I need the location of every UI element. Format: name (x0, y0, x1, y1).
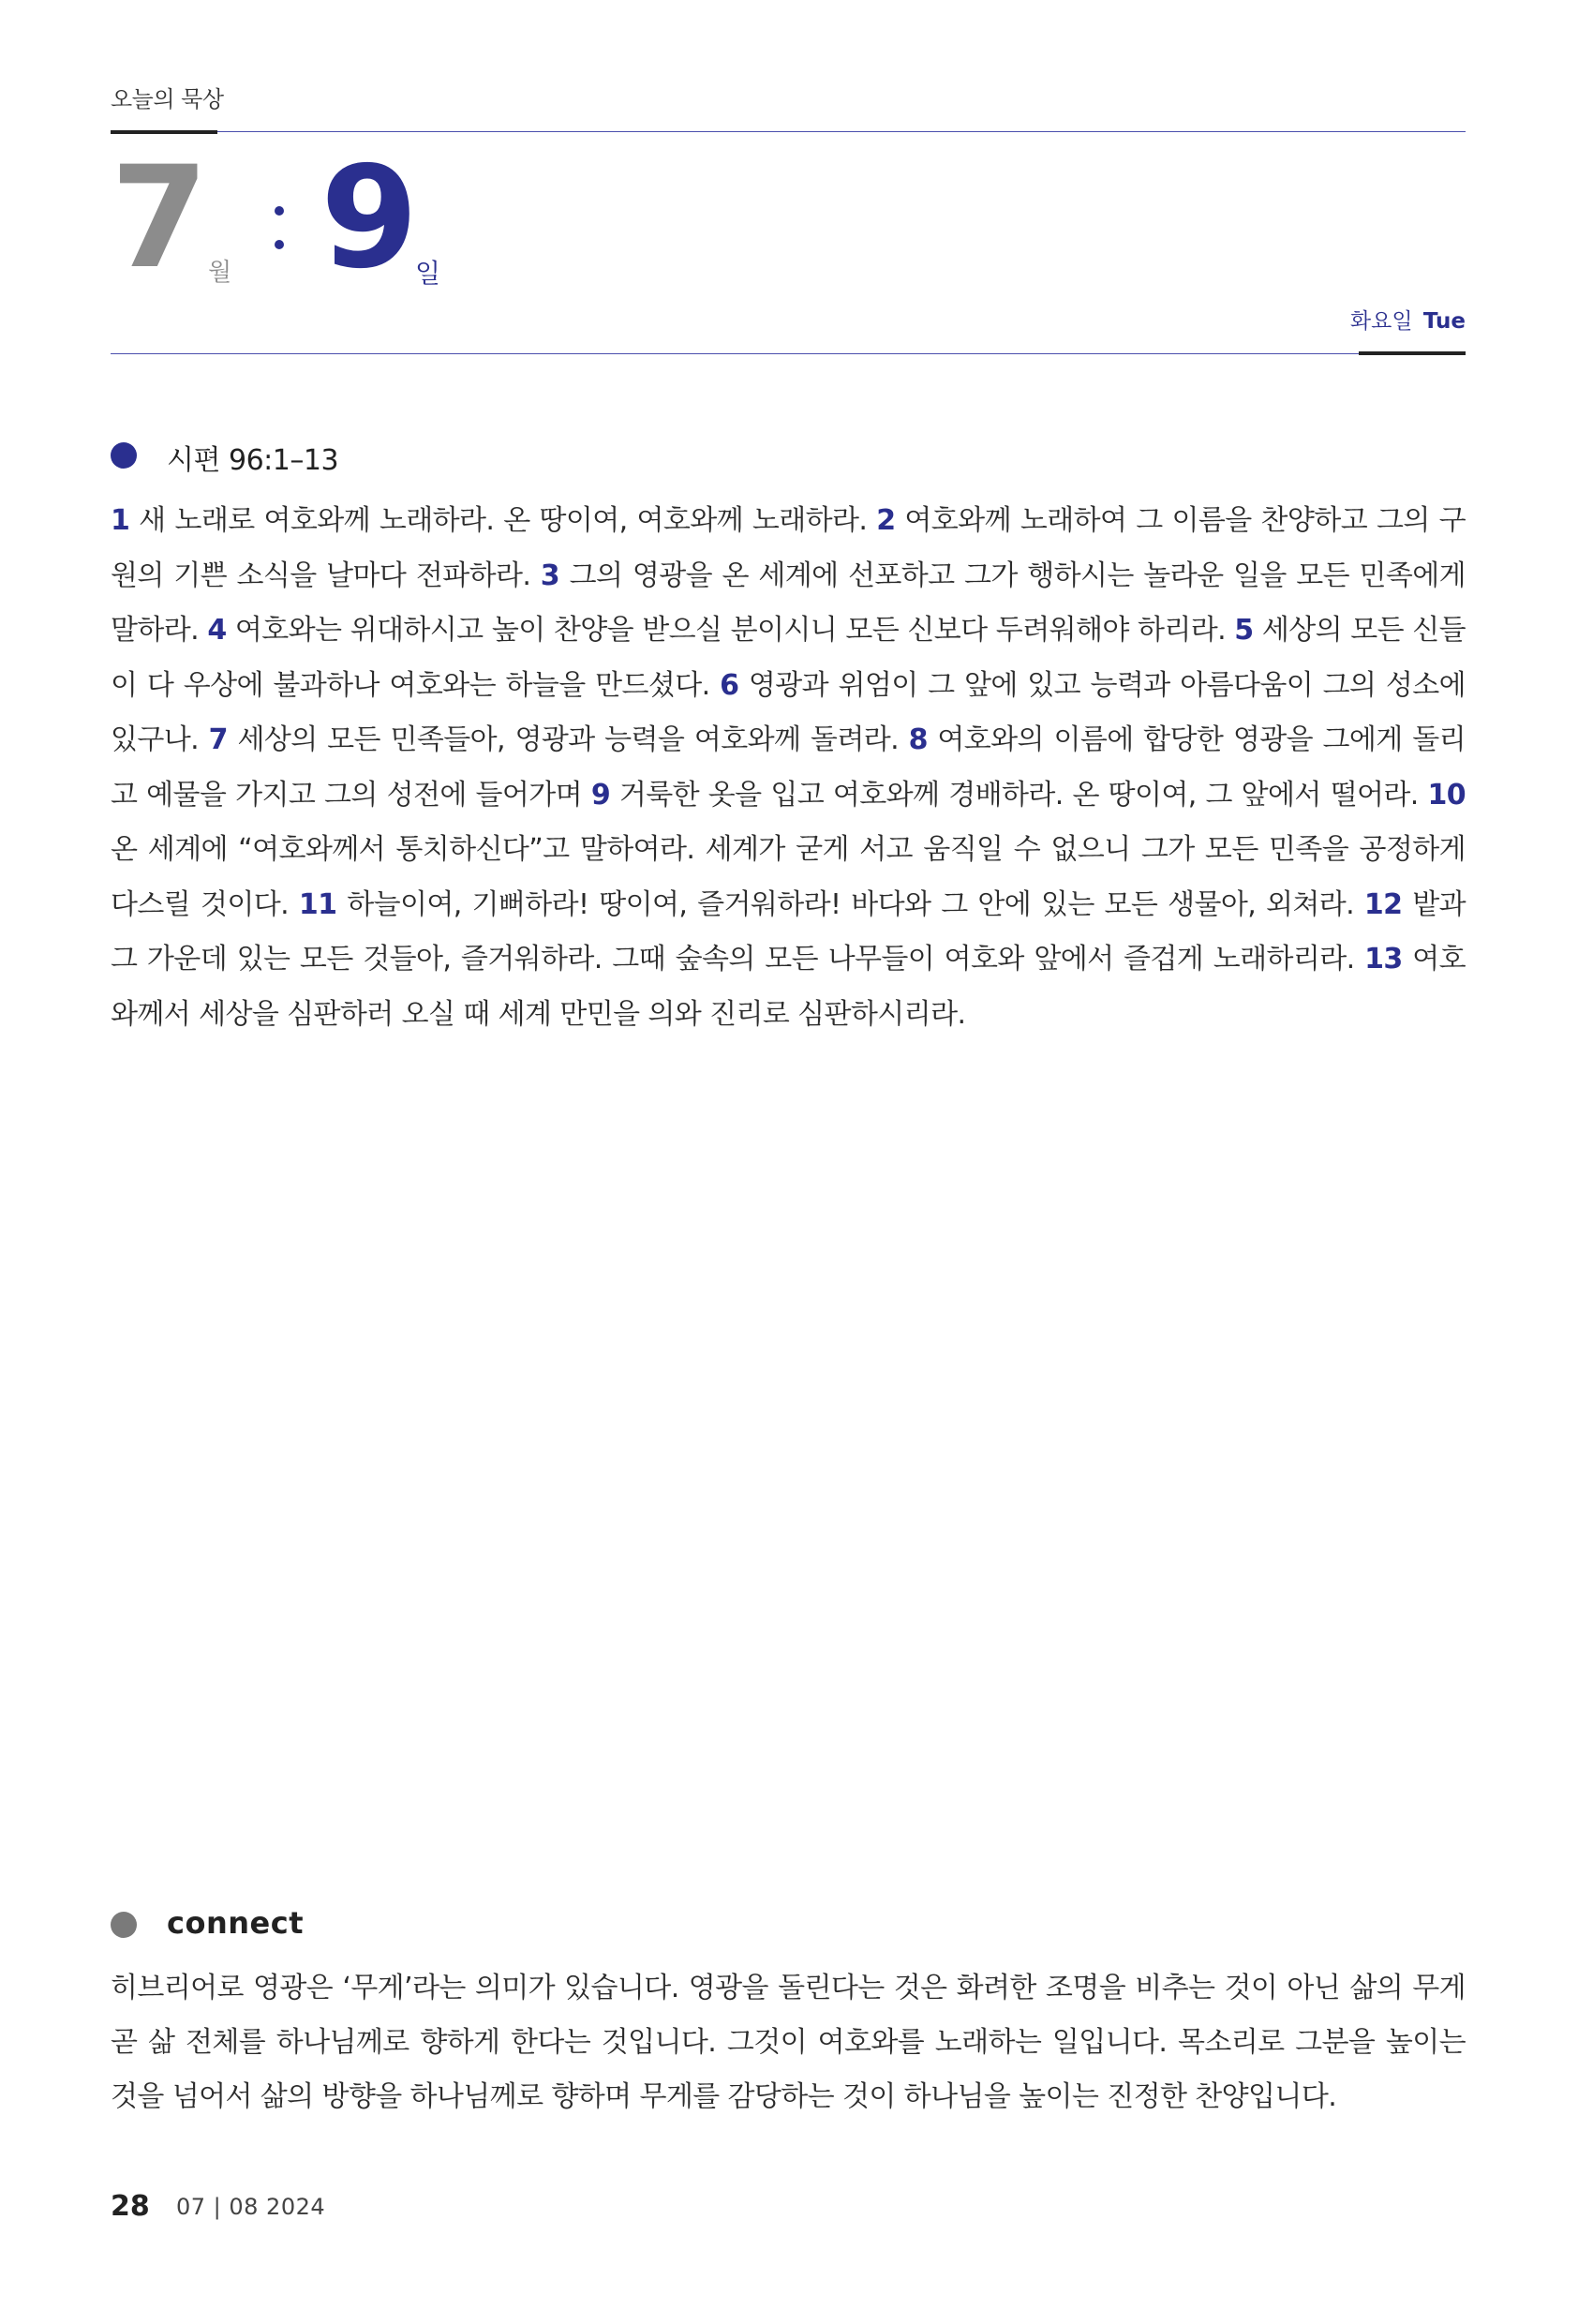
verse-text: 하늘이여, 기뻐하라! 땅이여, 즐거워하라! 바다와 그 안에 있는 모든 생물아, 외쳐라. (336, 887, 1364, 921)
connect-bullet-icon (111, 1912, 137, 1938)
month-unit: 월 (208, 259, 232, 287)
verse-text: 여호와께서 세상을 심판하러 오실 때 세계 만민을 의와 진리로 심판하시리라. (111, 943, 1466, 1031)
verse-text: 거룩한 옷을 입고 여호와께 경배하라. 온 땅이여, 그 앞에서 떨어라. (610, 778, 1428, 812)
weekday (1350, 304, 1466, 335)
verse-number: 9 (590, 778, 611, 812)
scripture-passage (111, 494, 1466, 1042)
scripture-bullet-icon (111, 442, 137, 469)
verse-number: 12 (1363, 887, 1403, 921)
verse-text: 새 노래로 여호와께 노래하라. 온 땅이여, 여호와께 노래하라. (129, 504, 877, 537)
month-number: 7 (111, 137, 209, 300)
verse-number: 1 (111, 504, 130, 537)
scripture-reference: 시편 96:1–13 (167, 444, 339, 477)
date-separator-dot-bottom (275, 240, 284, 249)
weekday-english: Tue (1422, 309, 1466, 334)
verse-text: 그의 영광을 온 세계에 선포하고 그가 행하시는 놀라운 일을 모든 민족에게 말하라. (111, 559, 1466, 647)
verse-number: 4 (207, 614, 227, 647)
day-number: 9 (320, 137, 419, 300)
verse-text: 온 세계에 “여호와께서 통치하신다”고 말하여라. 세계가 굳게 서고 움직일 수 없으니 그가 모든 민족을 공정하게 다스릴 것이다. (111, 833, 1466, 921)
verse-number: 8 (908, 723, 928, 756)
verse-text: 여호와는 위대하시고 높이 찬양을 받으실 분이시니 모든 신보다 두려워해야 하리라. (226, 614, 1235, 647)
connect-body: 히브리어로 영광은 ‘무게’라는 의미가 있습니다. 영광을 돌린다는 것은 화려한 조명을 비추는 것이 아닌 삶의 무게 곧 삶 전체를 하나님께로 향하게 한다는 것입니다. 그것이 여호와를 노래하는 일입니다. 목소리로 그분을 높이는 것을 넘어서 삶의 방향을 하나님께로 향하며 무게를 감당하는 것이 하나님을 높이는 진정한 찬양입니다. (111, 1972, 1466, 2113)
verse-number: 10 (1427, 778, 1466, 812)
header-divider-accent (111, 130, 217, 134)
verse-text: 세상의 모든 신들이 다 우상에 불과하나 여호와는 하늘을 만드셨다. (111, 614, 1466, 702)
verse-number: 2 (876, 504, 896, 537)
section-title: 오늘의 묵상 (111, 86, 224, 112)
verse-number: 13 (1364, 943, 1403, 976)
verse-number: 11 (298, 887, 337, 921)
verse-number: 6 (720, 668, 739, 702)
verse-text: 영광과 위엄이 그 앞에 있고 능력과 아름다움이 그의 성소에 있구나. (111, 668, 1466, 756)
issue-date: 07 | 08 2024 (176, 2194, 326, 2220)
verse-text: 밭과 그 가운데 있는 모든 것들아, 즐거워하라. 그때 숲속의 모든 나무들이 여호와 앞에서 즐겁게 노래하리라. (111, 887, 1466, 976)
date-divider (111, 353, 1466, 354)
verse-text: 세상의 모든 민족들아, 영광과 능력을 여호와께 돌려라. (227, 723, 909, 756)
verse-number: 3 (540, 559, 560, 592)
date-separator-dot-top (275, 206, 284, 216)
verse-number: 5 (1234, 614, 1254, 647)
verse-number: 7 (208, 723, 228, 756)
page-number: 28 (111, 2190, 150, 2223)
day-unit: 일 (415, 258, 441, 289)
connect-heading: connect (167, 1905, 304, 1941)
weekday-korean: 화요일 (1349, 309, 1413, 334)
date-divider-accent (1359, 351, 1466, 355)
verse-text: 여호와의 이름에 합당한 영광을 그에게 돌리고 예물을 가지고 그의 성전에 들어가며 (111, 723, 1466, 812)
verse-text: 여호와께 노래하여 그 이름을 찬양하고 그의 구원의 기쁜 소식을 날마다 전파하라. (111, 504, 1466, 592)
header-divider (111, 131, 1466, 132)
